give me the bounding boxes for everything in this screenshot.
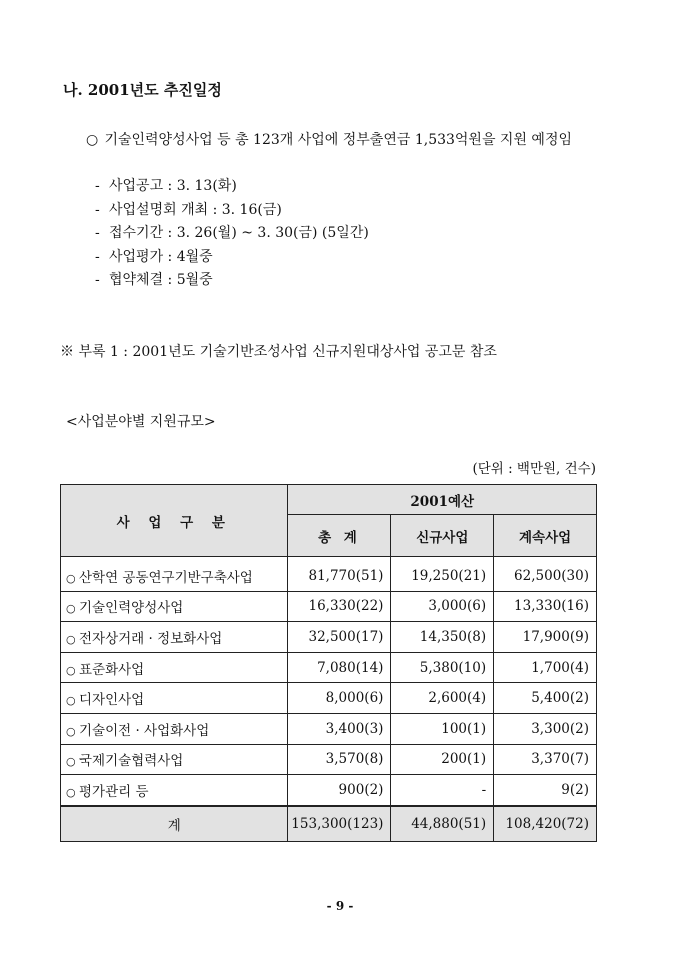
schedule-text: 사업설명회 개최 : 3. 16(금): [109, 201, 282, 218]
row-name: 디자인사업: [79, 692, 145, 709]
table-total-row: [61, 806, 597, 842]
row-name: 산학연 공동연구기반구축사업: [79, 569, 253, 586]
row-name: 국제기술협력사업: [79, 753, 184, 770]
schedule-list: [95, 175, 369, 293]
schedule-item: [95, 175, 369, 199]
row-name: 기술인력양성사업: [79, 600, 184, 617]
dash-marker: -: [95, 272, 100, 288]
budget-table: [60, 484, 597, 842]
cell-new: 3,000(6): [391, 591, 494, 622]
cell-continuing: 17,900(9): [494, 622, 597, 653]
header-new: 신규사업: [391, 515, 494, 557]
bullet-circle: ○: [66, 632, 76, 646]
bullet-circle: ○: [66, 694, 76, 708]
cell-continuing: 108,420(72): [494, 806, 597, 842]
cell-continuing: 13,330(16): [494, 591, 597, 622]
row-category: [61, 744, 288, 775]
cell-total: 81,770(51): [288, 557, 391, 592]
table-row: [61, 683, 597, 714]
row-category: [61, 622, 288, 653]
row-category: [61, 713, 288, 744]
total-label: 계: [61, 806, 288, 842]
page-number: - 9 -: [326, 899, 354, 913]
header-category: 사 업 구 분: [61, 485, 288, 557]
table-row: [61, 713, 597, 744]
bullet-circle: ○: [66, 663, 76, 677]
cell-continuing: 62,500(30): [494, 557, 597, 592]
table-row: [61, 775, 597, 806]
table-row: [61, 744, 597, 775]
bullet-circle: ○: [66, 785, 76, 799]
bullet-circle: ○: [66, 571, 76, 585]
dash-marker: -: [95, 178, 100, 194]
row-category: [61, 557, 288, 592]
schedule-item: [95, 222, 369, 246]
cell-total: 7,080(14): [288, 652, 391, 683]
table-row: [61, 622, 597, 653]
cell-total: 3,570(8): [288, 744, 391, 775]
schedule-item: [95, 269, 369, 293]
cell-new: 5,380(10): [391, 652, 494, 683]
header-continuing: 계속사업: [494, 515, 597, 557]
cell-continuing: 3,300(2): [494, 713, 597, 744]
cell-new: 44,880(51): [391, 806, 494, 842]
cell-total: 16,330(22): [288, 591, 391, 622]
cell-total: 32,500(17): [288, 622, 391, 653]
schedule-item: [95, 246, 369, 270]
cell-total: 3,400(3): [288, 713, 391, 744]
cell-total: 8,000(6): [288, 683, 391, 714]
schedule-text: 협약체결 : 5월중: [109, 272, 213, 288]
cell-total: 900(2): [288, 775, 391, 806]
cell-new: 100(1): [391, 713, 494, 744]
bullet-circle: ○: [66, 724, 76, 738]
schedule-text: 사업평가 : 4월중: [109, 248, 213, 265]
table-unit-label: (단위 : 백만원, 건수): [472, 461, 596, 477]
cell-new: 200(1): [391, 744, 494, 775]
row-category: [61, 683, 288, 714]
appendix-note: ※ 부록 1 : 2001년도 기술기반조성사업 신규지원대상사업 공고문 참조: [60, 344, 497, 360]
row-category: [61, 591, 288, 622]
intro-text: 기술인력양성사업 등 총 123개 사업에 정부출연금 1,533억원을 지원 예정임: [104, 132, 573, 148]
dash-marker: -: [95, 225, 100, 241]
table-title: <사업분야별 지원규모>: [66, 414, 216, 430]
row-name: 표준화사업: [79, 661, 145, 678]
row-name: 평가관리 등: [79, 783, 149, 800]
cell-new: 19,250(21): [391, 557, 494, 592]
row-category: [61, 775, 288, 806]
row-name: 전자상거래 · 정보화사업: [79, 630, 223, 647]
table-row: [61, 652, 597, 683]
dash-marker: -: [95, 248, 100, 265]
bullet-circle: ○: [66, 755, 76, 769]
cell-continuing: 9(2): [494, 775, 597, 806]
schedule-item: [95, 199, 369, 223]
table-row: [61, 591, 597, 622]
schedule-text: 사업공고 : 3. 13(화): [109, 178, 237, 194]
cell-total: 153,300(123): [288, 806, 391, 842]
cell-continuing: 3,370(7): [494, 744, 597, 775]
header-budget-year: 2001예산: [288, 485, 597, 515]
dash-marker: -: [95, 201, 100, 218]
header-total: 총 계: [288, 515, 391, 557]
cell-new: -: [391, 775, 494, 806]
schedule-text: 접수기간 : 3. 26(월) ~ 3. 30(금) (5일간): [109, 225, 369, 241]
cell-new: 2,600(4): [391, 683, 494, 714]
section-heading: 나. 2001년도 추진일정: [63, 81, 222, 99]
row-category: [61, 652, 288, 683]
bullet-circle: ○: [66, 602, 76, 616]
bullet-circle: ○: [86, 132, 99, 148]
intro-paragraph: [86, 129, 572, 149]
cell-new: 14,350(8): [391, 622, 494, 653]
table-row: [61, 557, 597, 592]
cell-continuing: 1,700(4): [494, 652, 597, 683]
row-name: 기술이전 · 사업화사업: [79, 722, 210, 739]
cell-continuing: 5,400(2): [494, 683, 597, 714]
